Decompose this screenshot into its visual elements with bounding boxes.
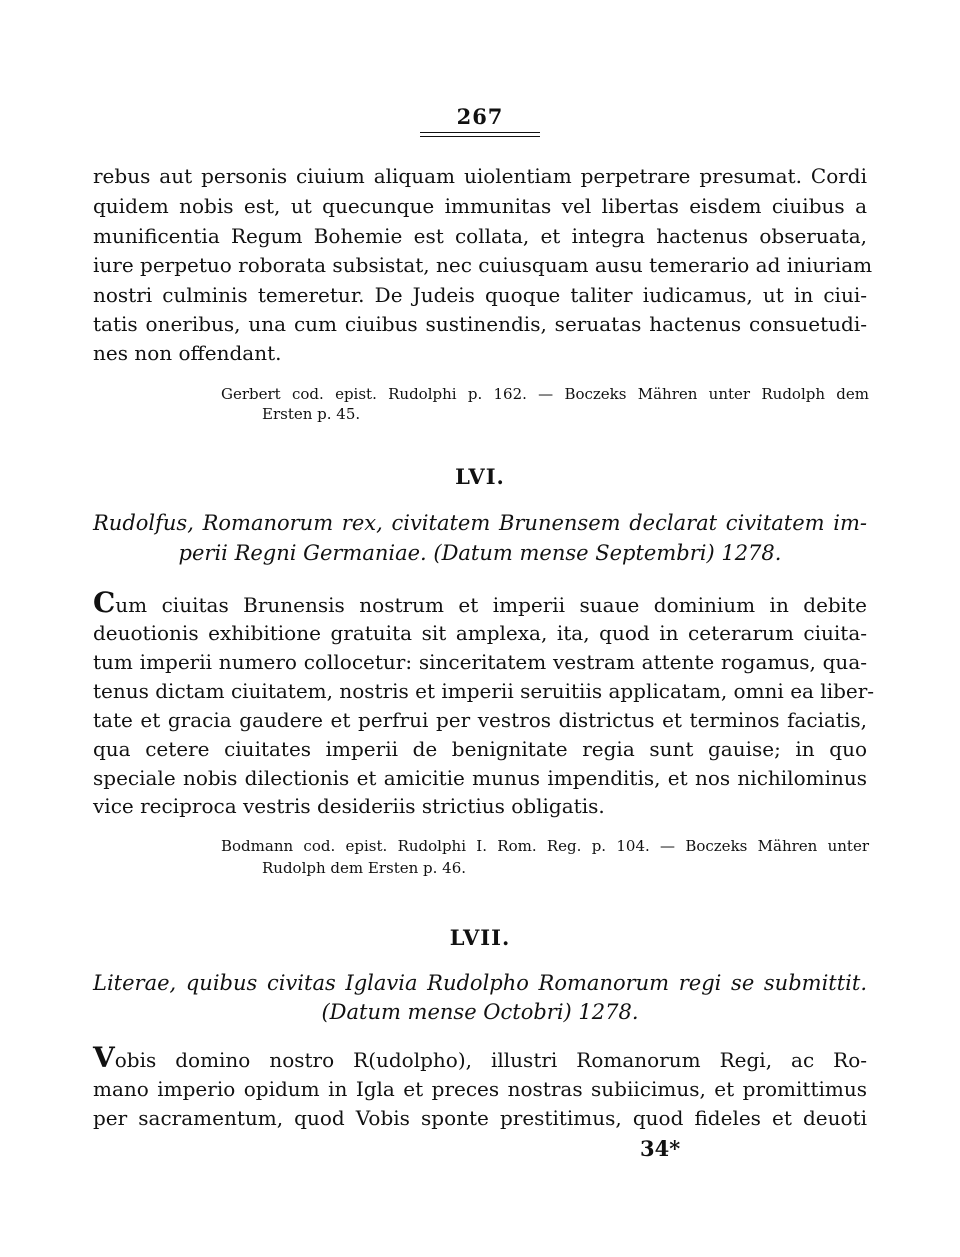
text-line: iure perpetuo roborata subsistat, nec cuiusquam ausu temerario ad iniuriam — [93, 253, 873, 277]
section-title-lvi-line-2: perii Regni Germaniae. (Datum mense Septembri) 1278. — [178, 541, 782, 565]
citation-1-line-2: Ersten p. 45. — [262, 405, 361, 423]
header-rule-bottom — [420, 136, 540, 137]
citation-1-line-1: Gerbert cod. epist. Rudolphi p. 162. — Boczeks Mähren unter Rudolph dem — [221, 385, 869, 403]
citation-2-line-1: Bodmann cod. epist. Rudolphi I. Rom. Reg. p. 104. — Boczeks Mähren unter — [221, 837, 869, 855]
text-line: mano imperio opidum in Igla et preces nostras subiicimus, et promittimus — [93, 1077, 867, 1101]
text-line: quidem nobis est, ut quecunque immunitas vel libertas eisdem ciuibus a — [93, 194, 867, 218]
text-line: tenus dictam ciuitatem, nostris et imperii seruitiis applicatam, omni ea liber- — [93, 679, 875, 703]
text-line-first: Vobis domino nostro R(udolpho), illustri Romanorum Regi, ac Ro- — [93, 1041, 867, 1074]
drop-capital: V — [93, 1041, 115, 1074]
section-heading-lvii: LVII. — [449, 925, 511, 950]
section-title-lvii-line-1: Literae, quibus civitas Iglavia Rudolpho Romanorum regi se submittit. — [93, 971, 867, 995]
text-line: tum imperii numero collocetur: sinceritatem vestram attente rogamus, qua- — [93, 650, 867, 674]
drop-capital: C — [93, 586, 116, 619]
text-line: speciale nobis dilectionis et amicitie munus impenditis, et nos nichilominus — [93, 766, 867, 790]
text-line: munificentia Regum Bohemie est collata, et integra hactenus obseruata, — [93, 224, 867, 248]
text-line: vice reciproca vestris desideriis strictius obligatis. — [93, 794, 605, 818]
citation-2-line-2: Rudolph dem Ersten p. 46. — [262, 859, 467, 877]
section-heading-lvi: LVI. — [455, 464, 505, 489]
text-line: qua cetere ciuitates imperii de benignitate regia sunt gauise; in quo — [93, 737, 867, 761]
text-line: tatis oneribus, una cum ciuibus sustinendis, seruatas hactenus consuetudi- — [93, 312, 867, 336]
text-line: nostri culminis temeretur. De Judeis quoque taliter iudicamus, ut in ciui- — [93, 283, 867, 307]
text-line: nes non offendant. — [93, 341, 282, 365]
section-title-lvii-line-2: (Datum mense Octobri) 1278. — [321, 1000, 639, 1024]
page-number: 267 — [456, 104, 504, 129]
text-line: per sacramentum, quod Vobis sponte prestitimus, quod fideles et deuoti — [93, 1106, 867, 1130]
section-title-lvi-line-1: Rudolfus, Romanorum rex, civitatem Brunensem declarat civitatem im- — [93, 511, 867, 535]
text-line: rebus aut personis ciuium aliquam uiolentiam perpetrare presumat. Cordi — [93, 164, 867, 188]
header-rule-top — [420, 132, 540, 133]
text-line: deuotionis exhibitione gratuita sit amplexa, ita, quod in ceterarum ciuita- — [93, 621, 867, 645]
text-line-first: Cum ciuitas Brunensis nostrum et imperii suaue dominium in debite — [93, 586, 867, 619]
text-line: tate et gracia gaudere et perfrui per vestros districtus et terminos faciatis, — [93, 708, 867, 732]
printer-signature-mark: 34* — [640, 1136, 681, 1161]
